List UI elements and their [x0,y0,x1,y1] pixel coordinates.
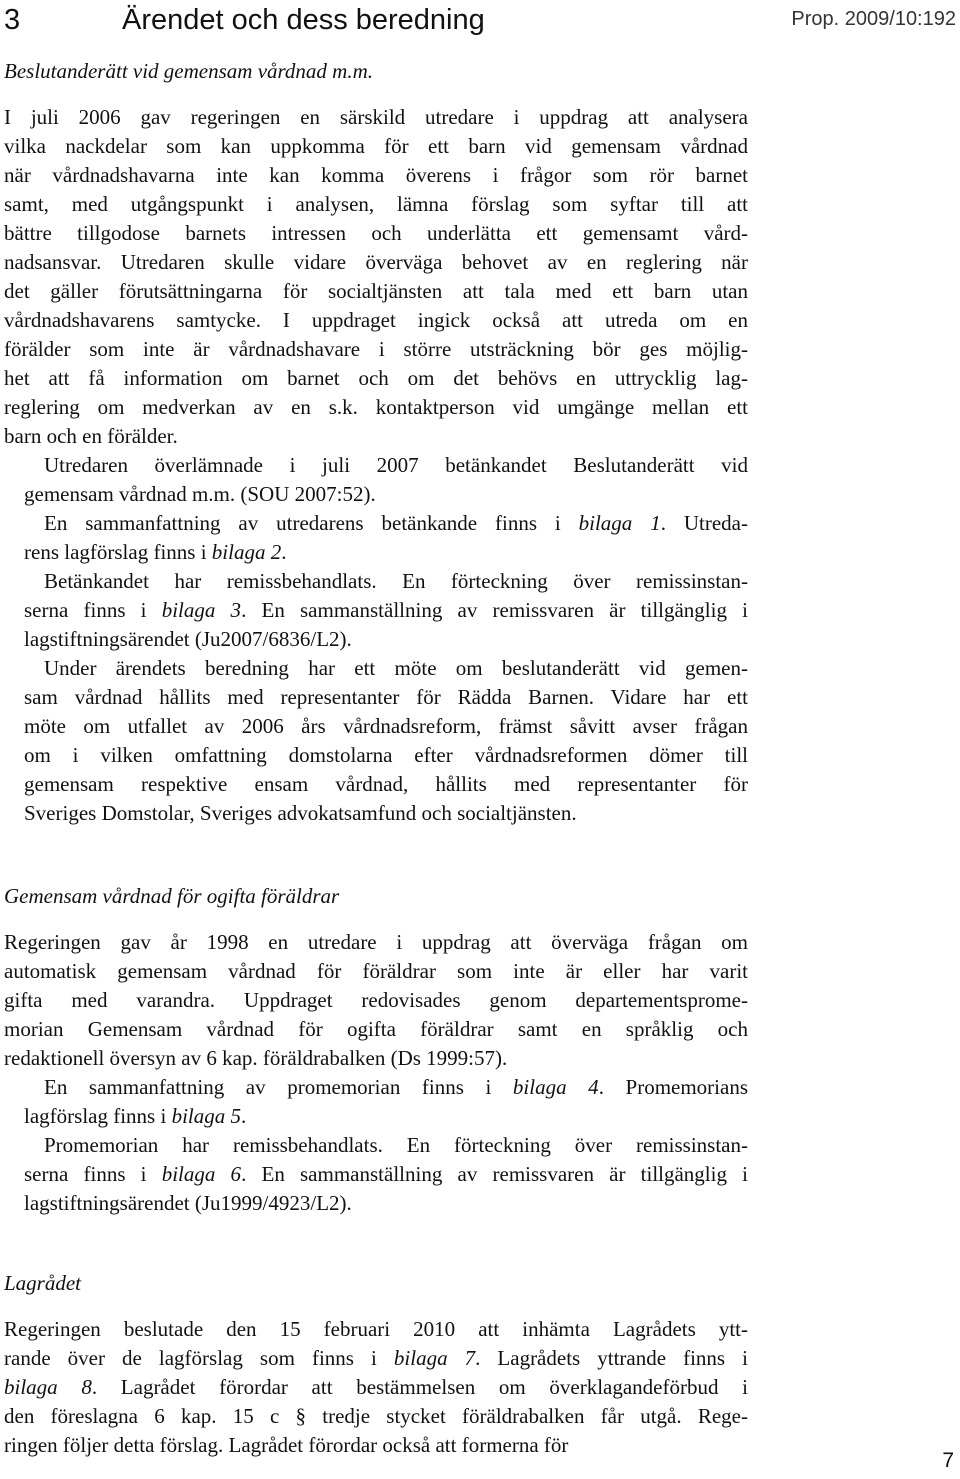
paragraph [4,451,748,509]
text-line: gemensam respektive ensam vårdnad, hållits med representanter för [24,772,748,796]
text-line: när vårdnadshavarna inte kan komma överens i frågor som rör barnet [4,163,748,187]
text-line: bilaga 8. Lagrådet förordar att bestämmelsen om överklagandeförbud i [4,1375,748,1399]
section-gemensam-vardnad [4,883,748,1218]
appendix-reference: bilaga 8 [4,1375,92,1399]
text-line: nadsansvar. Utredaren skulle vidare överväga behovet av en reglering när [4,250,748,274]
text-line: Betänkandet har remissbehandlats. En förteckning över remissinstan- [44,569,748,593]
paragraph [4,103,748,451]
paragraph [4,928,748,1073]
section-beslutanderatt [4,58,748,828]
text-line: Sveriges Domstolar, Sveriges advokatsamfund och socialtjänsten. [24,801,577,825]
appendix-reference: bilaga 2 [211,540,282,564]
text-line: Regeringen gav år 1998 en utredare i uppdrag att överväga frågan om [4,930,748,954]
paragraph [4,1073,748,1131]
text-line: den föreslagna 6 kap. 15 c § tredje stycket föräldrabalken får utgå. Rege- [4,1404,748,1428]
text-line: det gäller förutsättningarna för socialtjänsten att tala med ett barn utan [4,279,748,303]
text-line: sam vårdnad hållits med representanter för Rädda Barnen. Vidare har ett [24,685,748,709]
appendix-reference: bilaga 7 [393,1346,476,1370]
appendix-reference: bilaga 5 [171,1104,241,1128]
section-lagradet [4,1270,748,1460]
text-line: vårdnadshavarens samtycke. I uppdraget ingick också att utreda om en [4,308,748,332]
appendix-reference: bilaga 4 [512,1075,599,1099]
chapter-number: 3 [4,4,21,36]
text-line: förälder som inte är vårdnadshavare i större utsträckning bör ges möjlig- [4,337,748,361]
paragraph [4,1131,748,1218]
text-line: Promemorian har remissbehandlats. En förteckning över remissinstan- [44,1133,748,1157]
text-line: En sammanfattning av promemorian finns i bilaga 4. Promemorians [44,1075,749,1099]
text-line: samt, med utgångspunkt i analysen, lämna förslag som syftar till att [4,192,748,216]
text-line: serna finns i bilaga 6. En sammanställning av remissvaren är tillgänglig i [24,1162,748,1186]
text-line: Utredaren överlämnade i juli 2007 betänkandet Beslutanderätt vid [44,453,748,477]
paragraph [4,567,748,654]
section-heading: Gemensam vårdnad för ogifta föräldrar [4,884,340,908]
text-line: het att få information om barnet och om det behövs en uttrycklig lag- [4,366,748,390]
text-line: rande över de lagförslag som finns i bilaga 7. Lagrådets yttrande finns i [4,1346,748,1370]
paragraph [4,1315,748,1460]
text-line: En sammanfattning av utredarens betänkande finns i bilaga 1. Utreda- [44,511,748,535]
section-heading: Lagrådet [4,1271,82,1295]
text-line: reglering om medverkan av en s.k. kontaktperson vid umgänge mellan ett [4,395,748,419]
text-line: lagstiftningsärendet (Ju2007/6836/L2). [24,627,352,651]
text-line: vilka nackdelar som kan uppkomma för ett barn vid gemensam vårdnad [4,134,748,158]
text-line: I juli 2006 gav regeringen en särskild utredare i uppdrag att analysera [4,105,748,129]
text-line: Regeringen beslutade den 15 februari 2010 att inhämta Lagrådets ytt- [4,1317,748,1341]
text-line: automatisk gemensam vårdnad för föräldrar som inte är eller har varit [4,959,748,983]
appendix-reference: bilaga 1 [578,511,661,535]
page-number: 7 [942,1449,954,1472]
text-line: rens lagförslag finns i bilaga 2. [24,540,287,564]
chapter-title: Ärendet och dess beredning [122,4,485,36]
text-line: Under ärendets beredning har ett möte om beslutanderätt vid gemen- [44,656,748,680]
text-line: gifta med varandra. Uppdraget redovisades genom departementsprome- [4,988,748,1012]
section-heading: Beslutanderätt vid gemensam vårdnad m.m. [4,59,373,83]
text-line: redaktionell översyn av 6 kap. föräldrabalken (Ds 1999:57). [4,1046,508,1070]
proposition-reference: Prop. 2009/10:192 [791,8,956,30]
text-line: serna finns i bilaga 3. En sammanställning av remissvaren är tillgänglig i [24,598,748,622]
text-line: bättre tillgodose barnets intressen och underlätta ett gemensamt vård- [4,221,748,245]
text-line: möte om utfallet av 2006 års vårdnadsreform, främst såvitt avser frågan [24,714,748,738]
text-line: lagstiftningsärendet (Ju1999/4923/L2). [24,1191,352,1215]
text-line: morian Gemensam vårdnad för ogifta föräldrar samt en språklig och [4,1017,748,1041]
text-line: gemensam vårdnad m.m. (SOU 2007:52). [24,482,376,506]
text-line: lagförslag finns i bilaga 5. [24,1104,247,1128]
text-line: om i vilken omfattning domstolarna efter vårdnadsreformen dömer till [24,743,748,767]
text-line: ringen följer detta förslag. Lagrådet förordar också att formerna för [4,1433,569,1457]
paragraph [4,509,748,567]
appendix-reference: bilaga 6 [161,1162,242,1186]
paragraph [4,654,748,828]
text-line: barn och en förälder. [4,424,178,448]
appendix-reference: bilaga 3 [161,598,242,622]
